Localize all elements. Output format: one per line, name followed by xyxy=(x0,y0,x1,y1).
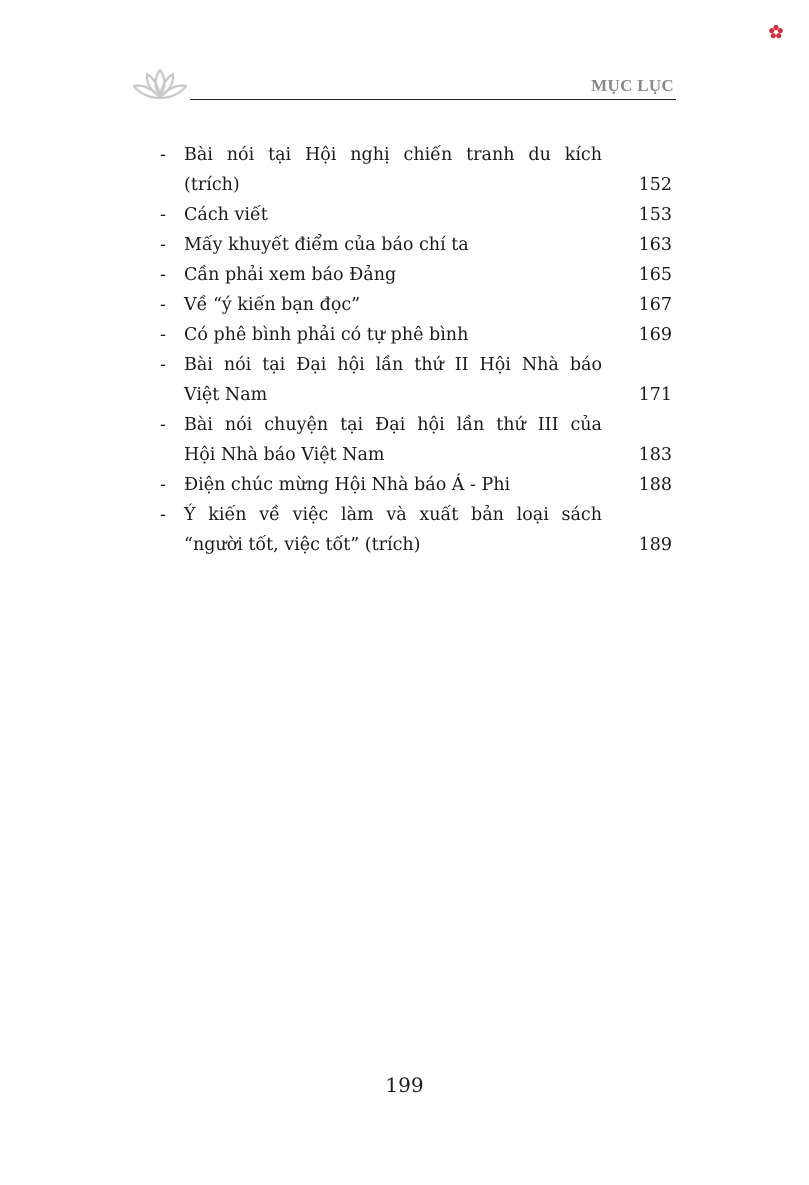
entry-title: Bài nói chuyện tại Đại hội lần thứ III của xyxy=(184,415,602,435)
table-of-contents xyxy=(160,140,672,560)
entry-page-number: 152 xyxy=(638,175,672,195)
toc-entry xyxy=(160,410,672,470)
entry-page-number: 163 xyxy=(638,235,672,255)
entry-dash: - xyxy=(160,325,166,345)
entry-dash: - xyxy=(160,205,166,225)
toc-entry xyxy=(160,260,672,290)
toc-entry xyxy=(160,350,672,410)
page-number: 199 xyxy=(385,1073,424,1097)
running-head: MỤC LỤC xyxy=(591,76,674,95)
entry-title: Hội Nhà báo Việt Nam xyxy=(184,445,385,465)
entry-page-number: 165 xyxy=(638,265,672,285)
entry-dash: - xyxy=(160,505,166,525)
toc-entry xyxy=(160,200,672,230)
entry-title: Mấy khuyết điểm của báo chí ta xyxy=(184,235,469,255)
entry-dash: - xyxy=(160,145,166,165)
entry-title: Cách viết xyxy=(184,205,268,225)
lotus-icon xyxy=(130,64,190,104)
entry-dash: - xyxy=(160,235,166,255)
toc-entry xyxy=(160,290,672,320)
entry-title: Việt Nam xyxy=(184,385,268,405)
entry-page-number: 188 xyxy=(638,475,672,495)
toc-entry xyxy=(160,230,672,260)
entry-page-number: 153 xyxy=(638,205,672,225)
entry-title: Bài nói tại Hội nghị chiến tranh du kích xyxy=(184,145,602,165)
flower-icon xyxy=(768,24,784,40)
entry-page-number: 171 xyxy=(638,385,672,405)
entry-title: “người tốt, việc tốt” (trích) xyxy=(184,535,421,555)
entry-dash: - xyxy=(160,295,166,315)
entry-title: Về “ý kiến bạn đọc” xyxy=(184,295,361,315)
entry-dash: - xyxy=(160,265,166,285)
entry-title: Cần phải xem báo Đảng xyxy=(184,265,397,285)
entry-page-number: 189 xyxy=(638,535,672,555)
toc-entry xyxy=(160,470,672,500)
entry-page-number: 169 xyxy=(638,325,672,345)
toc-entry xyxy=(160,500,672,560)
entry-title: Có phê bình phải có tự phê bình xyxy=(184,325,469,345)
entry-title: (trích) xyxy=(184,175,240,195)
entry-page-number: 167 xyxy=(638,295,672,315)
entry-dash: - xyxy=(160,475,166,495)
entry-dash: - xyxy=(160,355,166,375)
entry-title: Điện chúc mừng Hội Nhà báo Á - Phi xyxy=(184,475,511,495)
entry-dash: - xyxy=(160,415,166,435)
entry-title: Bài nói tại Đại hội lần thứ II Hội Nhà báo xyxy=(184,355,602,375)
entry-page-number: 183 xyxy=(638,445,672,465)
entry-title: Ý kiến về việc làm và xuất bản loại sách xyxy=(184,505,602,525)
toc-entry xyxy=(160,320,672,350)
header-rule xyxy=(190,99,676,100)
toc-entry xyxy=(160,140,672,200)
